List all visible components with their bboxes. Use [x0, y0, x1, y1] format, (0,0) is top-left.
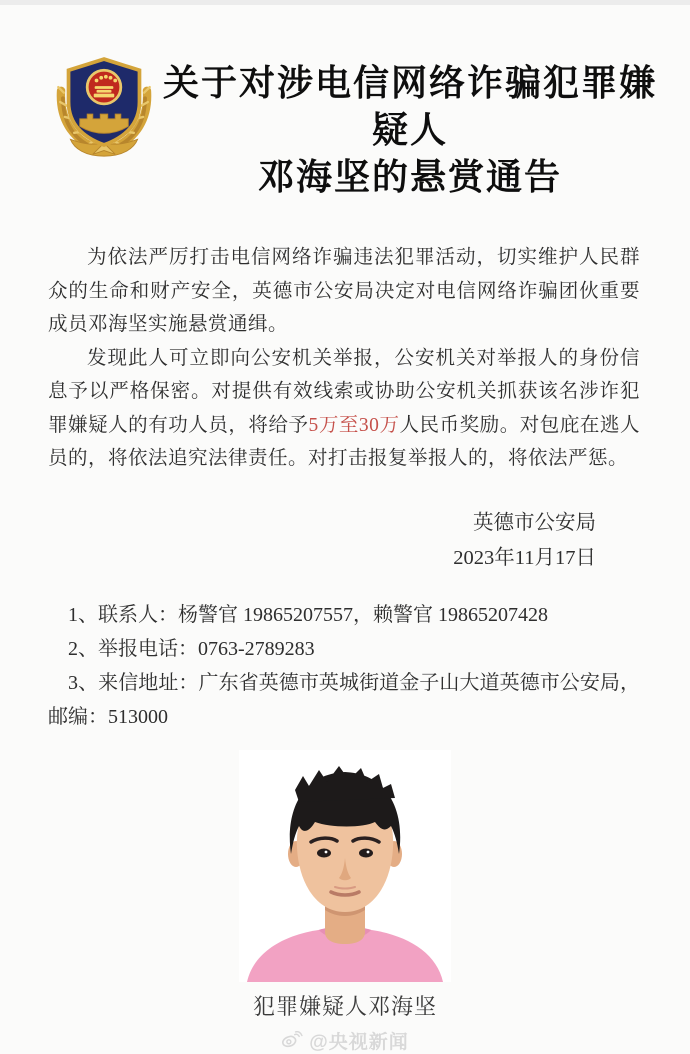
notice-title: [160, 46, 660, 201]
notice-body: [48, 241, 640, 476]
suspect-photo-section: [0, 750, 690, 1054]
police-badge-icon: [48, 46, 160, 158]
notice-title-line2: 邓海坚的悬赏通告: [257, 157, 562, 197]
notice-paragraph-2: [48, 342, 640, 476]
paragraph-2-lead: 发现此人可立即向公安机关举报，公安机关对举报人的身份信息予以严格保密。对提供有效线索或协助公安机关抓获该名涉诈犯罪嫌疑人的有功人员，将给予: [48, 347, 640, 436]
watermark: [281, 1027, 409, 1054]
page-top-strip: [0, 0, 690, 5]
notice-header: [0, 46, 690, 201]
issue-date: 2023年11月17日: [453, 546, 596, 569]
notice-title-line1: 关于对涉电信网络诈骗犯罪嫌疑人: [162, 63, 657, 150]
watermark-account: @央视新闻: [309, 1031, 409, 1053]
paragraph-2-tail: 人民币奖励。对包庇在逃人员的，将依法追究法律责任。对打击报复举报人的，将依法严惩。: [48, 414, 640, 469]
contact-item-address: 3、来信地址：广东省英德市英城街道金子山大道英德市公安局，邮编：513000: [48, 671, 640, 728]
contact-list: [48, 598, 640, 734]
issuing-authority: 英德市公安局: [473, 511, 596, 534]
notice-paragraph-1: 为依法严厉打击电信网络诈骗违法犯罪活动，切实维护人民群众的生命和财产安全，英德市公安局决定对电信网络诈骗团伙重要成员邓海坚实施悬赏通缉。: [48, 247, 640, 335]
signature-block: [0, 506, 690, 576]
contact-item-hotline: 2、举报电话：0763-2789283: [68, 637, 315, 660]
weibo-eye-icon: [281, 1031, 303, 1049]
suspect-photo: [239, 750, 451, 982]
reward-amount-text: 5万至30万: [308, 414, 400, 436]
contact-item-persons: 1、联系人：杨警官 19865207557，赖警官 19865207428: [68, 603, 548, 626]
suspect-photo-caption: 犯罪嫌疑人邓海坚: [252, 993, 437, 1019]
